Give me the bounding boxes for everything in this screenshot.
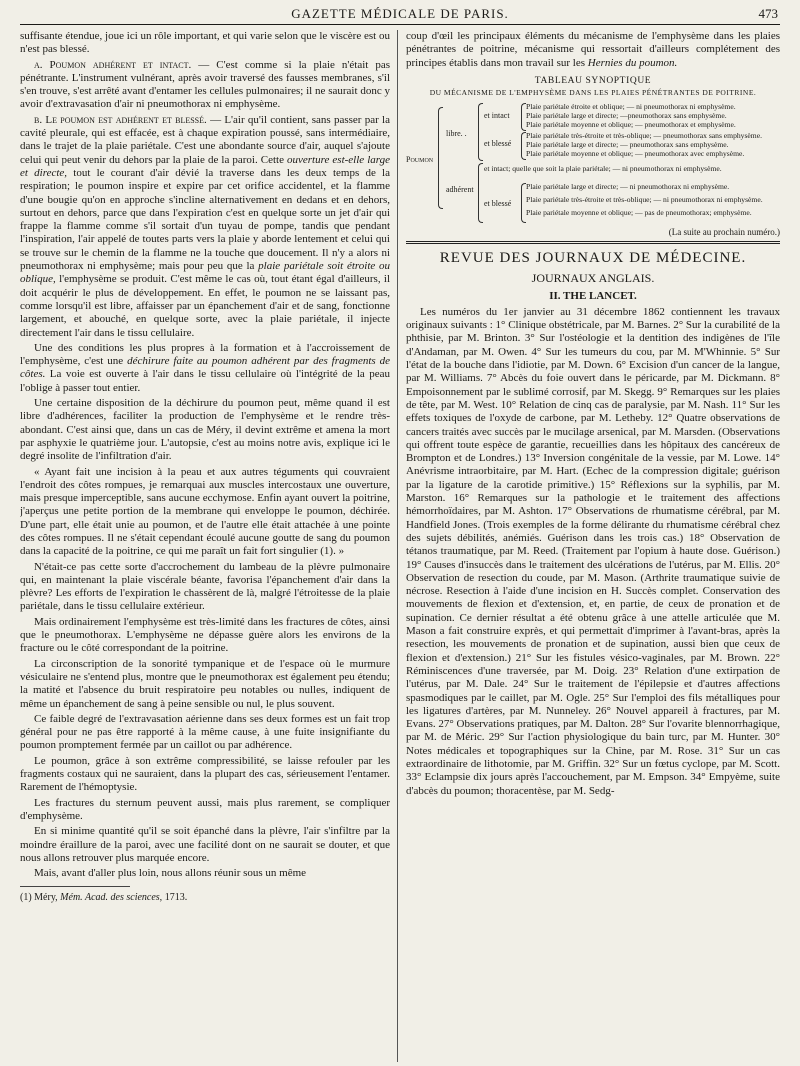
- right-column: [406, 30, 780, 1060]
- text: La voie est ouverte à l'air dans le tissu cellulaire où l'intégrité de la peau l'oblige à passer tout entier.: [20, 368, 390, 394]
- paragraph: [406, 30, 780, 70]
- table-intact-label: et intact: [484, 110, 510, 120]
- left-column: [20, 30, 390, 1060]
- paragraph: N'était-ce pas cette sorte d'accrochement du lambeau de la plèvre pulmonaire qui, en maintenant la plaie viscérale béante, favorisa l'épanchement d'air dans la plèvre? Les efforts de l'expiration le chassèrent de là, malgré l'étroitesse de la plaie pariétale, dans le tissu cellulaire extérieur.: [20, 560, 390, 613]
- table-title: TABLEAU SYNOPTIQUE: [534, 75, 652, 86]
- table-root-label: Poumon: [406, 154, 434, 164]
- table-entry: Plaie pariétale étroite et oblique; — ni pneumothorax ni emphysème.: [526, 101, 736, 111]
- subsection-title: JOURNAUX ANGLAIS.: [531, 270, 655, 285]
- table-blesse-label: et blessé: [484, 138, 512, 148]
- brace: [478, 163, 483, 223]
- paragraph: Mais, avant d'aller plus loin, nous allons réunir sous un même: [34, 867, 307, 880]
- case-a-text: — C'est comme si la plaie n'était pas pénétrante. L'instrument vulnérant, après avoir traversé des fausses membranes, s'il s'en trouve, s'est arrêté avant d'entamer les cellules pulmonaires; il ne saurait donc y avoir d'extravasation d'air ni pneumothorax ni emphysème.: [20, 58, 390, 111]
- paragraph: [20, 342, 390, 395]
- text: coup d'œil les principaux éléments du mécanisme de l'emphysème dans les plaies pénétrantes de poitrine, mécanisme qui ressortait d'ailleurs complétement des principes établis dans mon travail sur les: [406, 30, 780, 69]
- footnote: [20, 891, 390, 904]
- table-entry: Plaie pariétale large et directe; — ni pneumothorax ni emphysème.: [526, 181, 730, 191]
- paragraph: Les fractures du sternum peuvent aussi, mais plus rarement, se compliquer d'emphysème.: [20, 796, 390, 822]
- continuation-note: (La suite au prochain numéro.): [668, 226, 780, 237]
- quotation-paragraph: « Ayant fait une incision à la peau et aux autres téguments qui couvraient l'endroit des côtes rompues, je remarquai aux muscles intercostaux une ouverture, mais presque imperceptible, sans aucune ecchymose. Enfin ayant ouvert la poitrine, j'aperçus une petite portion de la membrane qui enveloppe le poumon, déchirée. D'une part, elle était unie au poumon, et de l'autre elle était attachée à une pointe des côtes rompues. Il ne s'était cependant écoulé aucune goutte de sang du poumon dans la capacité de la poitrine, ce qui me paraît un fait fort singulier (1). »: [20, 465, 390, 558]
- italic-text: Mém. Acad. des sciences,: [60, 892, 163, 904]
- table-subtitle: DU MÉCANISME DE L'EMPHYSÈME DANS LES PLAIES PÉNÉTRANTES DE POITRINE.: [429, 87, 757, 97]
- footnote-rule: [20, 886, 130, 887]
- table-entry: et intact; quelle que soit la plaie pariétale; — ni pneumothorax ni emphysème.: [484, 163, 722, 173]
- case-a-label: a. Poumon adhérent et intact.: [34, 58, 192, 71]
- italic-text: ouverture est-elle large et directe,: [20, 153, 390, 179]
- table-libre-label: libre. .: [446, 128, 467, 138]
- paragraph: suffisante étendue, joue ici un rôle important, et qui varie selon que le viscère est ou n'est pas blessé.: [20, 30, 390, 56]
- page-number: 473: [758, 6, 778, 21]
- paragraph: La circonscription de la sonorité tympanique et de l'espace où le murmure vésiculaire ne s'entend plus, montre que le pneumothorax est également peu étendu; la matité et l'absence du bruit respiratoire peu notables ou nulles, indiquent de même un épanchement de sang à peine sensible ou nul, le plus souvent.: [20, 657, 390, 710]
- table-entry: Plaie pariétale très-étroite et très-oblique; — ni pneumothorax ni emphysème.: [526, 194, 763, 204]
- text: — L'air qu'il contient, sans passer par la cavité pleurale, qui est effacée, est à chaque expiration poussé, sans intermédiaire, dans le trajet de la plaie pariétale. C'est une abondante source d'air, auquel s'ajoute celui qui peut venir du dehors par la plaie de la paroi. Cette: [20, 113, 390, 166]
- journal-title: GAZETTE MÉDICALE DE PARIS.: [291, 6, 509, 21]
- table-adherent-label: adhérent: [446, 184, 474, 194]
- journal-heading: II. THE LANCET.: [549, 289, 637, 302]
- table-entry: Plaie pariétale moyenne et oblique; — pneumothorax avec emphysème.: [526, 148, 745, 158]
- section-rule: [406, 241, 780, 244]
- section-title: REVUE DES JOURNAUX DE MÉDECINE.: [439, 249, 747, 266]
- text: 1713.: [164, 892, 188, 904]
- paragraph-case-a: [20, 59, 390, 112]
- paragraph: Le poumon, grâce à son extrême compressibilité, se laisse refouler par les fragments costaux qui ne sauraient, dans la plupart des cas, sérieusement l'entamer. Rarement de l'hémoptysie.: [20, 754, 390, 794]
- text: Une des conditions les plus propres à la formation et à l'accroissement de l'emphysème, c'est une: [20, 341, 390, 368]
- italic-text: déchirure faite au poumon adhérent par des fragments de côtes.: [20, 355, 390, 381]
- page-header: [20, 4, 780, 24]
- table-entry: Plaie pariétale large et directe; — pneumothorax sans emphysème.: [526, 139, 729, 149]
- paragraph: Les numéros du 1er janvier au 31 décembre 1862 contiennent les travaux originaux suivants : 1° Clinique obstétricale, par M. Barnes. 2° Sur la curabilité de la phthisie, par M. Brinton. 3° Sur l'ostéologie et la dentition des indigènes de l'île d'Andaman, par M. Owen. 4° Sur les tumeurs du cou, par M. M'Whinnie. 5° Sur l'état de la bouche dans l'idiotie, par M. Down. 6° Excision d'un cancer de la langue, par M. Williams. 7° Abcès du foie ouvert dans le péricarde, par M. Dickmann. 8° Empoisonnement par le sublimé corrosif, par M. Skegg. 9° Remarques sur les plaies de tête, par M. West. 10° Relation de cinq cas de paralysie, par M. Nash. 11° Sur les effets toxiques de l'oxyde de carbone, par M. Letheby. 12° Quatre observations de cancers traités avec succès par le mucilage arsenical, par M. Marsden. (Observations qui offrent toute espèce de garantie, recueillies dans les hôpitaux des cancéreux de Brompton et de Londres.) 13° Inversion congénitale de la vessie, par M. Lowe. 14° Anévrisme intraorbitaire, par M. Hart. (Echec de la compression digitale; guérison par la ligature de la carotide primitive.) 15° Réflexions sur la syphilis, par M. Marston. 16° Remarques sur la pathologie et le traitement des affections hémorrhoïdaires, par M. Ashton. 17° Observations de rhumatisme cérébral, par M. Handfield Jones. (Trois exemples de la forme délirante du rhumatisme cérébral chez des sujets débilités, anémiés. Guérison dans les trois cas.) 18° Observation de tétanos traumatique, par M. Reed. (Traitement par l'opium à haute dose. Guérison.) 19° Causes d'insuccès dans le traitement des ulcérations de l'utérus, par M. Ellis. 20° Observation de resection du coude, par M. Mason. (Arthrite traumatique suivie de nécrose. Resection à l'aide d'une incision en H. Succès complet. Conservation des mouvements de flexion et d'extension, et, en partie, de ceux de pronation et de supination. Ce dernier résultat a été obtenu grâce à une attelle articulée que M. Mason a fait construire exprès, et qui permettait d'imprimer à l'avant-bras, après la resection, les mouvements de pronation et de supination, aussi bien que ceux de flexion et d'extension.) 21° Sur les fistules vésico-vaginales, par M. Brown. 22° Réminiscences d'une traversée, par M. Doig. 23° Relation d'une extirpation de l'utérus, par M. Dale. 24° Sur le traitement de l'épilepsie et d'autres affections spasmodiques par le caillet, par M. Ogle. 25° Sur l'emploi des fils métalliques pour les ligatures d'artères, par M. Nunneley. 26° Nouvel appareil à fractures, par M. Evans. 27° Observations pratiques, par M. Dalton. 28° Sur l'ovarite blennorrhagique, par M. de Méric. 29° Sur l'action physiologique du bain turc, par M. Hunter. 30° Notes médicales et topographiques sur la Chine, par M. Rose. 31° Sur un cas extraordinaire de lithotomie, par M. Griffin. 32° Sur un fœtus cyclope, par M. Scott. 33° Eclampsie dix jours après l'accouchement, par M. Empson. 34° Empyème, suite d'abcès du poumon; thoracentèse, par M. Sedg-: [406, 305, 780, 797]
- text: l'emphysème se produit. C'est même le cas où, tout étant égal d'ailleurs, il doit acquérir le plus de développement. En effet, le poumon ne se laissant pas, comme lorsqu'il est libre, affaisser par un épanchement d'air et de sang, fonctionne largement, et abouché, en quelque sorte, avec la plaie pariétale, il injecte directement l'air dans le tissu cellulaire.: [20, 273, 390, 339]
- paragraph-case-b: [20, 114, 390, 340]
- paragraph: Ce faible degré de l'extravasation aérienne dans ses deux formes est un fait trop général pour ne pas être rapporté à la même cause, à une fuite insignifiante du poumon promptement fermée par un caillot ou par adhérence.: [20, 712, 390, 752]
- paragraph: Une certaine disposition de la déchirure du poumon peut, même quand il est libre d'adhérences, faciliter la production de l'emphysème et le rendre très-abondant. C'est ainsi que, dans un cas de Méry, il devint extrême et amena la mort par asphyxie le quatrième jour. L'autopsie, c'est au moins notre avis, explique ici le degré insolite de l'infiltration d'air.: [20, 397, 390, 463]
- column-divider: [397, 30, 398, 1062]
- header-rule: [20, 24, 780, 25]
- synoptic-table: [406, 103, 780, 223]
- text: tout le courant d'air dévié la traverse dans les deux temps de la respiration; le poumon inspire et expire par cet orifice accidentel, et la flamme d'une bougie qu'on en approche s'incline alternativement en dedans et en dehors, surtout en dehors, parce que dans l'expiration c'est en quelque sorte un jet d'air qui frappe la flamme comme s'il sortait d'un tuyau de pompe, tandis que pendant l'inspiration, l'air appelé de toutes parts vers la plaie y aborde lentement et celui qui se trouve sur le chemin de la flamme ne la touche que doucement. Il n'y a alors ni pneumothorax ni emphysème; mais pour peu que la: [20, 166, 390, 273]
- text: (1) Méry,: [20, 892, 58, 904]
- table-entry: Plaie pariétale moyenne et oblique; — pas de pneumothorax; emphysème.: [526, 207, 752, 217]
- brace: [478, 103, 483, 161]
- table-entry: Plaie pariétale très-étroite et très-oblique; — pneumothorax sans emphysème.: [526, 130, 762, 140]
- italic-text: plaie pariétale soit étroite ou oblique,: [20, 260, 390, 286]
- paragraph: En si minime quantité qu'il se soit épanché dans la plèvre, l'air s'infiltre par la moindre éraillure de la paroi, avec une facilité dont on ne saurait se douter, et que nous allons retrouver plus marquée encore.: [20, 825, 390, 864]
- case-b-label: b. Le poumon est adhérent et blessé.: [34, 113, 207, 126]
- table-blesse-label: et blessé: [484, 198, 512, 208]
- italic-text: Hernies du poumon.: [587, 56, 678, 69]
- brace: [438, 107, 443, 209]
- table-entry: Plaie pariétale large et directe; —pneumothorax sans emphysème.: [526, 110, 727, 120]
- paragraph: Mais ordinairement l'emphysème est très-limité dans les fractures de côtes, ainsi que le pneumothorax. L'emphysème ne dépasse guère alors les environs de la fracture ou le côté correspondant de la poitrine.: [20, 615, 390, 655]
- table-entry: Plaie pariétale moyenne et oblique; — pneumothorax et emphysème.: [526, 119, 736, 129]
